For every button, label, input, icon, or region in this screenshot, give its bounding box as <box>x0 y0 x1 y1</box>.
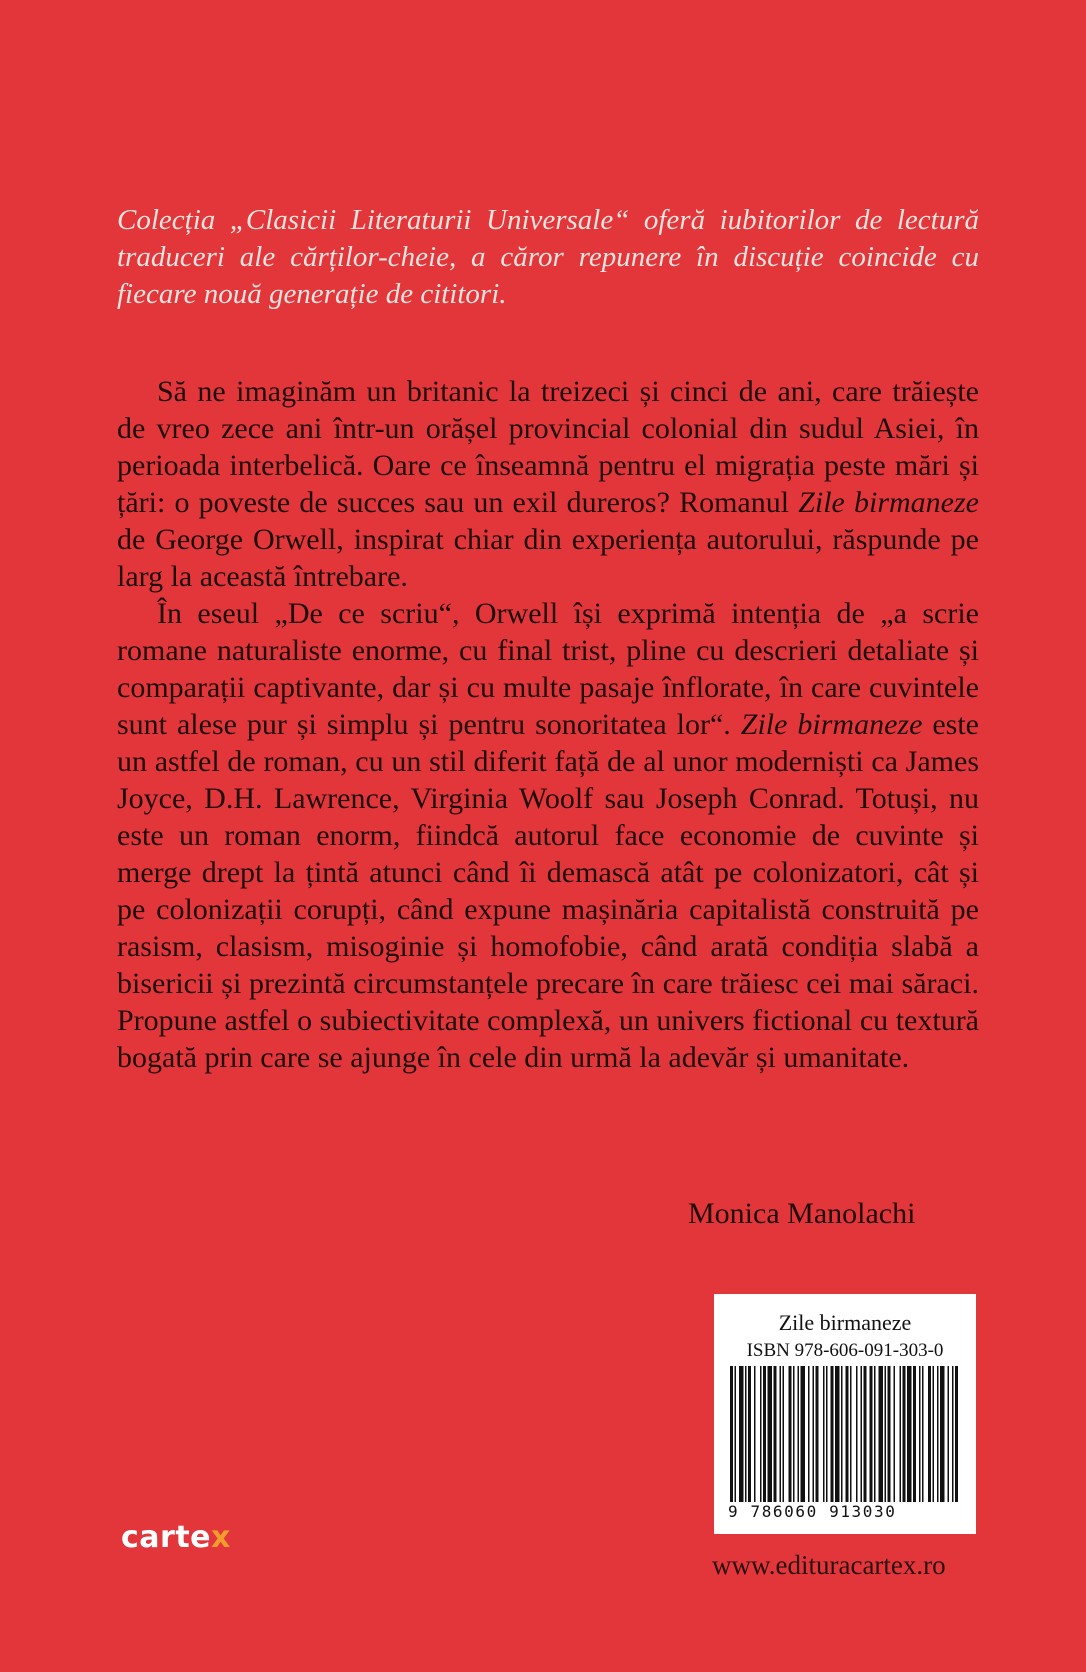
barcode-bar <box>826 1366 828 1502</box>
barcode-bar <box>763 1366 766 1502</box>
barcode-bar <box>813 1366 815 1502</box>
barcode-bar <box>835 1366 840 1502</box>
barcode-bar <box>774 1366 777 1502</box>
barcode-bar <box>888 1366 891 1502</box>
barcode-bar <box>808 1366 810 1502</box>
author-signature: Monica Manolachi <box>688 1197 916 1230</box>
barcode-book-title: Zile birmaneze <box>778 1310 912 1335</box>
book-title-italic: Zile birmaneze <box>740 708 923 741</box>
barcode-bar <box>780 1366 782 1502</box>
barcode-bar <box>874 1366 876 1502</box>
barcode-bar <box>903 1366 906 1502</box>
cartex-logo: cartex <box>121 1520 231 1555</box>
barcode-bar <box>885 1366 887 1502</box>
barcode-bar <box>754 1366 756 1502</box>
barcode-bar <box>928 1366 931 1502</box>
barcode-digits: 9 786060 913030 <box>728 1502 897 1521</box>
barcode-bar <box>937 1366 939 1502</box>
barcode-bar <box>879 1366 884 1502</box>
barcode-bar <box>801 1366 806 1502</box>
logo-accent-x: x <box>211 1520 231 1555</box>
barcode-bar <box>739 1366 744 1502</box>
barcode-bar <box>789 1366 792 1502</box>
barcode-bar <box>900 1366 902 1502</box>
barcode-bar <box>864 1366 867 1502</box>
barcode-bar <box>735 1366 737 1502</box>
barcode-bar <box>768 1366 773 1502</box>
barcode-bar <box>793 1366 795 1502</box>
barcode-bar <box>940 1366 945 1502</box>
barcode-bar <box>922 1366 924 1502</box>
barcode-bar <box>730 1366 733 1502</box>
barcode-bar <box>894 1366 896 1502</box>
barcode-bar <box>955 1366 958 1502</box>
barcode-bar <box>952 1366 954 1502</box>
book-title-italic: Zile birmaneze <box>798 486 979 519</box>
isbn-barcode-box <box>714 1294 976 1534</box>
barcode-bar <box>856 1366 858 1502</box>
barcode-bar <box>841 1366 843 1502</box>
barcode-bar <box>760 1366 762 1502</box>
barcode-bar <box>831 1366 834 1502</box>
barcode-bar <box>783 1366 785 1502</box>
description-paragraph-1: Să ne imaginăm un britanic la treizeci și cinci de ani, care trăiește de vreo zece ani într-un orășel provincial colonial din sudul Asiei, în perioada interbelică. Oare ce înseamnă pentru el migrația peste mări și țări: o poveste de succes sau un exil dureros? Romanul Zile birmaneze de George Orwell, inspirat chiar din experiența autorului, răspunde pe larg la această întrebare. <box>117 375 979 593</box>
barcode-bar <box>913 1366 916 1502</box>
barcode-bar <box>823 1366 825 1502</box>
barcode-bars <box>728 1366 962 1502</box>
barcode-bar <box>933 1366 935 1502</box>
barcode-bar <box>798 1366 800 1502</box>
barcode-bar <box>846 1366 849 1502</box>
barcode-bar <box>861 1366 863 1502</box>
isbn-number: ISBN 978-606-091-303-0 <box>746 1340 944 1361</box>
barcode-bar <box>948 1366 950 1502</box>
barcode-bar <box>850 1366 852 1502</box>
collection-intro: Colecția „Clasicii Literaturii Universale“ oferă iubitorilor de lectură traduceri ale cărților-cheie, a căror repunere în discuție coincide cu fiecare nouă generație de cititori. <box>117 204 979 310</box>
barcode-bar <box>816 1366 819 1502</box>
barcode-bar <box>745 1366 747 1502</box>
barcode-bar <box>919 1366 921 1502</box>
barcode-bar <box>870 1366 873 1502</box>
barcode-bar <box>907 1366 912 1502</box>
description-paragraph-2: În eseul „De ce scriu“, Orwell își exprimă intenția de „a scrie romane naturaliste enorme, cu final trist, pline cu descrieri detaliate și comparații captivante, dar și cu multe pasaje înflorate, în care cuvintele sunt alese pur și simplu și pentru sonoritatea lor“. Zile birmaneze este un astfel de roman, cu un stil diferit față de al unor moderniști ca James Joyce, D.H. Lawrence, Virginia Woolf sau Joseph Conrad. Totuși, nu este un roman enorm, fiindcă autorul face economie de cuvinte și merge drept la țintă atunci când îi demască atât pe colonizatori, cât și pe colonizații corupți, când expune mașinăria capitalistă construită pe rasism, clasism, misoginie și homofobie, când arată condiția slabă a bisericii și prezintă circumstanțele precare în care trăiesc cei mai săraci. Propune astfel o subiectivitate complexă, un univers fictional cu textură bogată prin care se ajunge în cele din urmă la adevăr și umanitate. <box>117 597 979 1074</box>
barcode-bar <box>748 1366 751 1502</box>
publisher-website: www.edituracartex.ro <box>712 1550 946 1580</box>
book-description <box>117 373 979 1076</box>
